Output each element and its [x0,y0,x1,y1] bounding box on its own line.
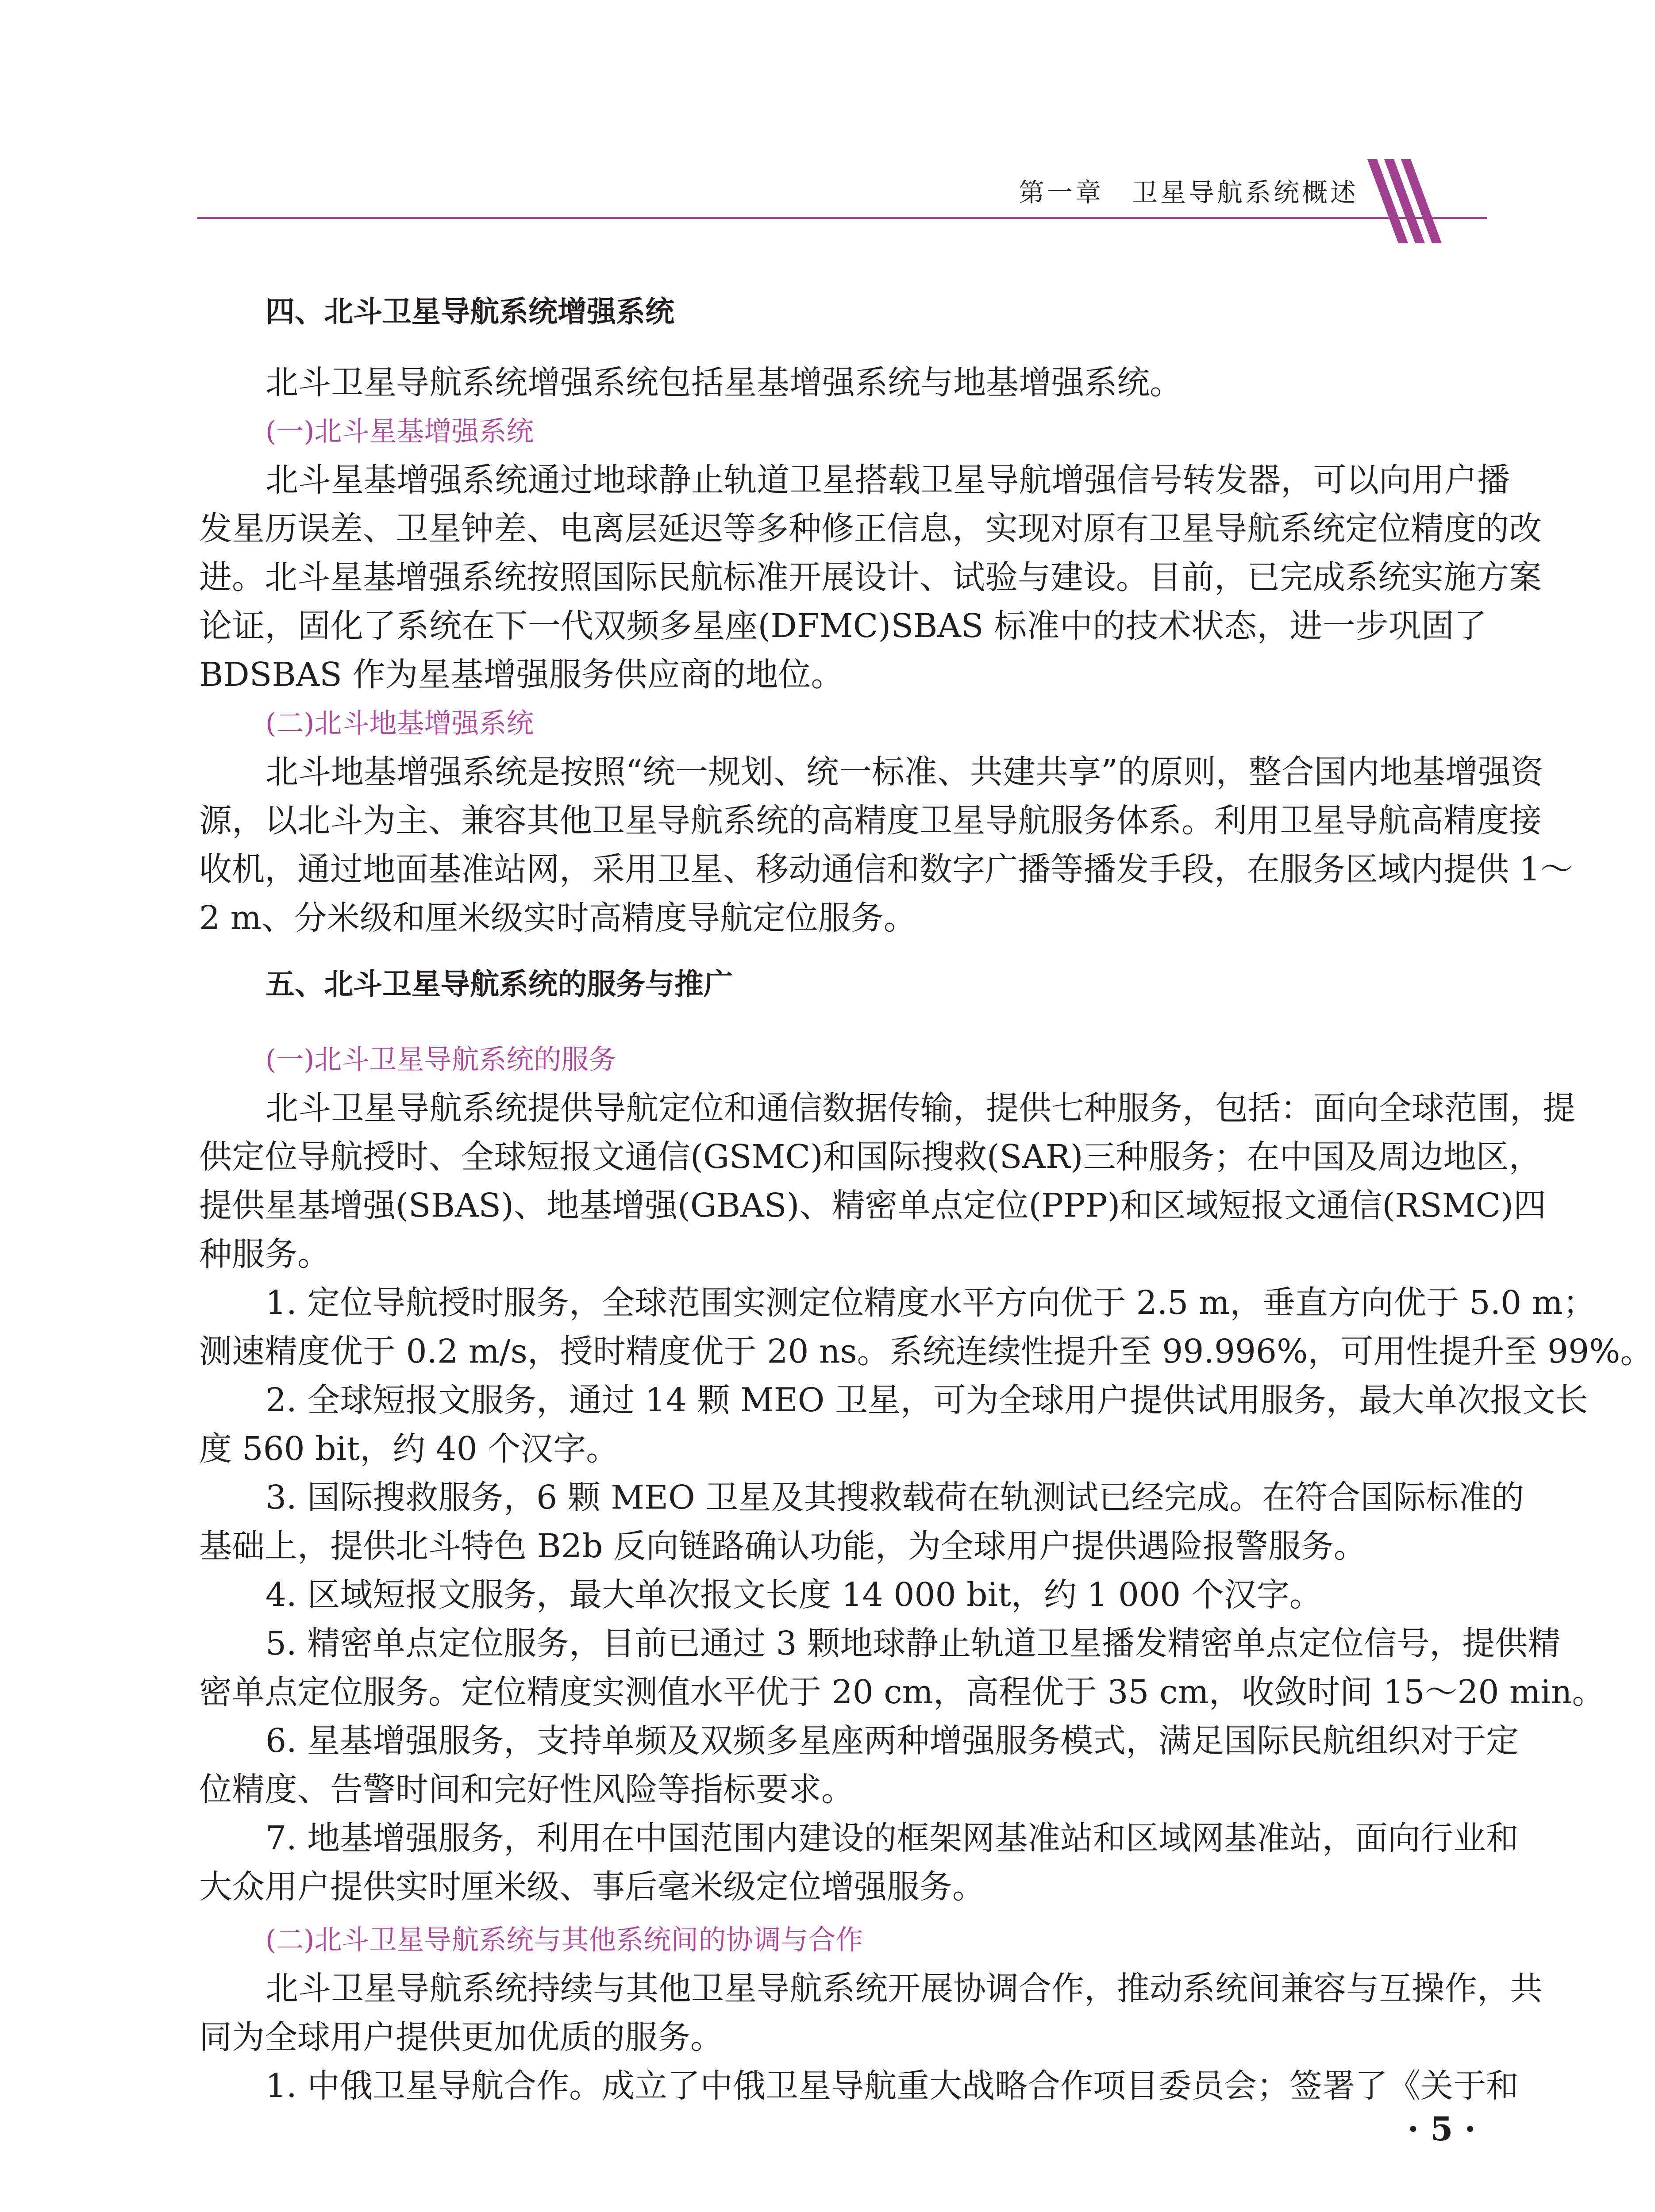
list-item-line: 5. 精密单点定位服务，目前已通过 3 颗地球静止轨道卫星播发精密单点定位信号，提供精 [266,1624,1561,1663]
list-item-line: 密单点定位服务。定位精度实测值水平优于 20 cm，高程优于 35 cm，收敛时间 15～20 min。 [199,1673,1605,1711]
list-item-line: 1. 中俄卫星导航合作。成立了中俄卫星导航重大战略合作项目委员会；签署了《关于和 [266,2067,1519,2105]
paragraph-line: 北斗卫星导航系统提供导航定位和通信数据传输，提供七种服务，包括：面向全球范围，提 [266,1089,1575,1127]
paragraph-line: 源，以北斗为主、兼容其他卫星导航系统的高精度卫星导航服务体系。利用卫星导航高精度接 [199,802,1542,840]
header-rule [197,217,1487,219]
paragraph-line: 提供星基增强(SBAS)、地基增强(GBAS)、精密单点定位(PPP)和区域短报文通信(RSMC)四 [199,1187,1546,1225]
list-item-line: 度 560 bit，约 40 个汉字。 [199,1430,619,1468]
paragraph-line: 收机，通过地面基准站网，采用卫星、移动通信和数字广播等播发手段，在服务区域内提供 1～ [199,850,1573,888]
paragraph-line: 进。北斗星基增强系统按照国际民航标准开展设计、试验与建设。目前，已完成系统实施方案 [199,558,1542,596]
list-item-line: 大众用户提供实时厘米级、事后毫米级定位增强服务。 [199,1868,985,1906]
paragraph-line: 种服务。 [199,1235,330,1273]
list-item-line: 7. 地基增强服务，利用在中国范围内建设的框架网基准站和区域网基准站，面向行业和 [266,1819,1519,1857]
paragraph-line: BDSBAS 作为星基增强服务供应商的地位。 [199,656,844,694]
list-item-line: 2. 全球短报文服务，通过 14 颗 MEO 卫星，可为全球用户提供试用服务，最大单次报文长 [266,1381,1588,1419]
subsection-title-5-1: (一)北斗卫星导航系统的服务 [266,1043,616,1075]
subsection-title-4-2: (二)北斗地基增强系统 [266,707,534,739]
list-item-line: 位精度、告警时间和完好性风险等指标要求。 [199,1770,854,1809]
paragraph-line: 发星历误差、卫星钟差、电离层延迟等多种修正信息，实现对原有卫星导航系统定位精度的改 [199,510,1542,548]
subsection-title-4-1: (一)北斗星基增强系统 [266,415,534,447]
paragraph-line: 供定位导航授时、全球短报文通信(GSMC)和国际搜救(SAR)三种服务；在中国及周边地区， [199,1138,1542,1176]
subsection-title-5-2: (二)北斗卫星导航系统与其他系统间的协调与合作 [266,1924,863,1956]
header-chevron-decoration [1367,159,1443,243]
paragraph-line: 北斗卫星导航系统持续与其他卫星导航系统开展协调合作，推动系统间兼容与互操作，共 [266,1970,1543,2008]
section-heading-5: 五、北斗卫星导航系统的服务与推广 [266,967,733,1001]
page-number: · 5 · [1407,2110,1476,2148]
paragraph-line: 论证，固化了系统在下一代双频多星座(DFMC)SBAS 标准中的技术状态，进一步巩固了 [199,607,1487,645]
chapter-header-title: 第一章 卫星导航系统概述 [1018,177,1359,207]
paragraph-line: 北斗地基增强系统是按照“统一规划、统一标准、共建共享”的原则，整合国内地基增强资 [266,753,1543,791]
section-heading-4: 四、北斗卫星导航系统增强系统 [266,295,674,329]
list-item-line: 基础上，提供北斗特色 B2b 反向链路确认功能，为全球用户提供遇险报警服务。 [199,1527,1366,1565]
list-item-line: 测速精度优于 0.2 m/s，授时精度优于 20 ns。系统连续性提升至 99.996%，可用性提升至 99%。 [199,1333,1653,1371]
list-item-line: 1. 定位导航授时服务，全球范围实测定位精度水平方向优于 2.5 m，垂直方向优于 5.0 m； [266,1284,1596,1322]
paragraph-line: 2 m、分米级和厘米级实时高精度导航定位服务。 [199,899,916,937]
list-item-line: 3. 国际搜救服务，6 颗 MEO 卫星及其搜救载荷在轨测试已经完成。在符合国际标准的 [266,1479,1524,1517]
paragraph-line: 北斗卫星导航系统增强系统包括星基增强系统与地基增强系统。 [266,364,1182,402]
paragraph-line: 同为全球用户提供更加优质的服务。 [199,2018,723,2056]
list-item-line: 4. 区域短报文服务，最大单次报文长度 14 000 bit，约 1 000 个汉字。 [266,1576,1322,1614]
list-item-line: 6. 星基增强服务，支持单频及双频多星座两种增强服务模式，满足国际民航组织对于定 [266,1722,1519,1760]
paragraph-line: 北斗星基增强系统通过地球静止轨道卫星搭载卫星导航增强信号转发器，可以向用户播 [266,461,1510,499]
